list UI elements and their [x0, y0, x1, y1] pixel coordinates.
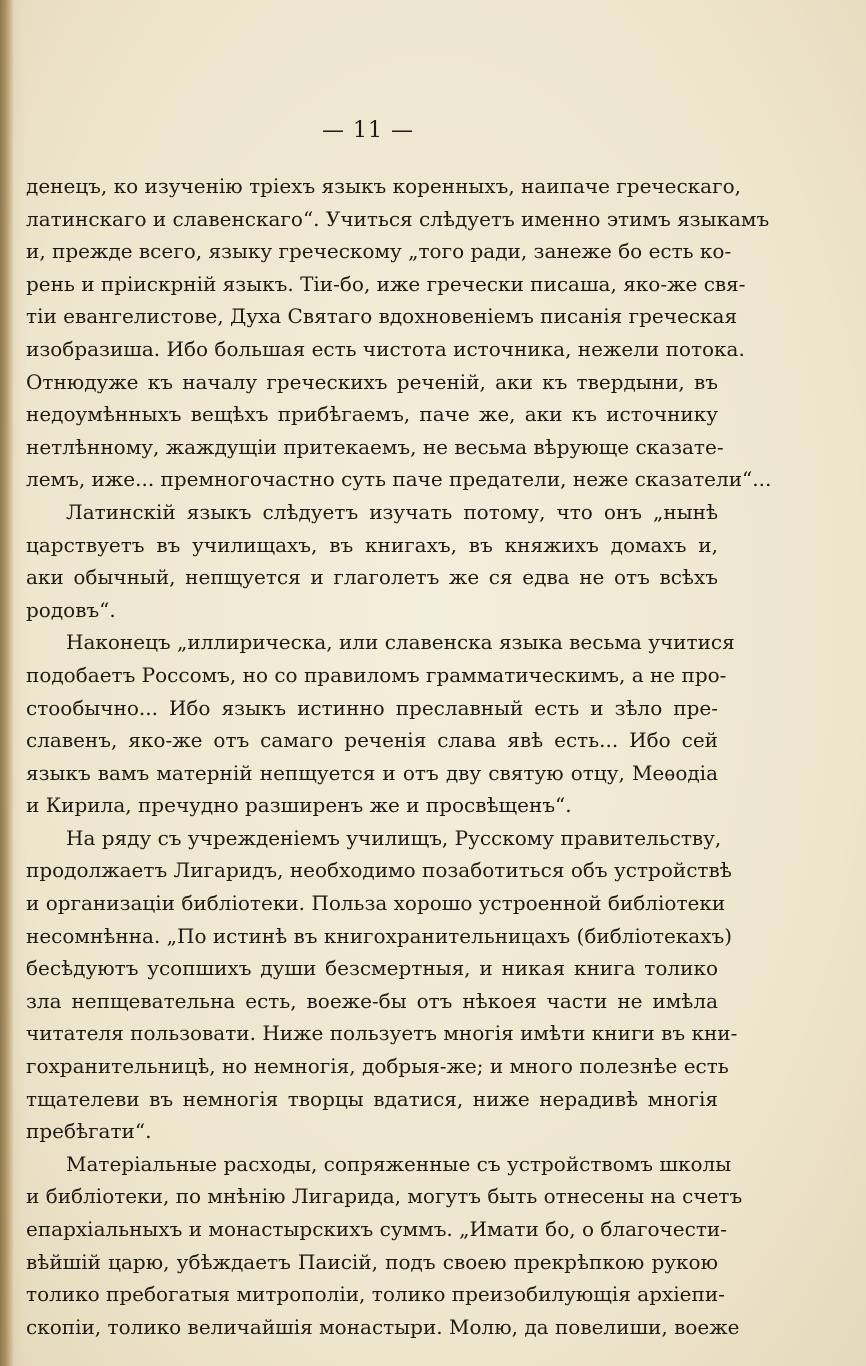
- body-text: [26, 170, 772, 1343]
- text-line: зла непщевательна есть, воеже-бы отъ нѣкоея части не имѣла: [26, 988, 718, 1013]
- text-line: денецъ, ко изученію тріехъ языкъ коренныхъ, наипаче греческаго,: [26, 174, 741, 198]
- paragraph: [26, 170, 772, 496]
- text-line: тіи евангелистове, Духа Святаго вдохновеніемъ писанія греческая: [26, 304, 738, 329]
- text-line: рень и пріискрній языкъ. Тіи-бо, иже гречески писаша, яко-же свя-: [26, 271, 746, 296]
- text-line: языкъ вамъ матерній непщуется и отъ дву святую отцу, Меѳодіа: [26, 760, 718, 785]
- text-line: подобаетъ Россомъ, но со правиломъ грамматическимъ, а не про-: [26, 662, 727, 687]
- text-line: родовъ“.: [26, 597, 116, 622]
- paragraph: [26, 496, 718, 626]
- text-line: пребѣгати“.: [26, 1119, 152, 1144]
- text-line: нетлѣнному, жаждущіи притекаемъ, не весьма вѣрующе сказате-: [26, 434, 724, 459]
- text-line: недоумѣнныхъ вещѣхъ прибѣгаемъ, паче же, аки къ источнику: [26, 402, 718, 427]
- text-line: изобразиша. Ибо большая есть чистота источника, нежели потока.: [26, 336, 745, 361]
- paragraph: [26, 822, 738, 1148]
- text-line: и, прежде всего, языку греческому „того ради, занеже бо есть ко-: [26, 239, 732, 264]
- page-number: — 11 —: [322, 118, 414, 143]
- text-line: царствуетъ въ училищахъ, въ книгахъ, въ княжихъ домахъ и,: [26, 532, 718, 557]
- text-line: и организаціи библіотеки. Польза хорошо устроенной библіотеки: [26, 891, 726, 916]
- text-line: Латинскій языкъ слѣдуетъ изучать потому, что онъ „нынѣ: [66, 499, 718, 524]
- text-line: Наконецъ „иллирическа, или славенска языка весьма учитися: [66, 630, 735, 655]
- text-line: гохранительницѣ, но немногія, добрыя-же; и много полезнѣе есть: [26, 1054, 729, 1079]
- text-line: стообычно... Ибо языкъ истинно преславный есть и зѣло пре-: [26, 695, 718, 720]
- text-line: читателя пользовати. Ниже пользуетъ многія имѣти книги въ кни-: [26, 1021, 738, 1046]
- text-line: Отнюдуже къ началу греческихъ реченій, аки къ твердыни, въ: [26, 369, 718, 394]
- text-line: бесѣдуютъ усопшихъ души безсмертныя, и никая книга толико: [26, 956, 718, 981]
- paragraph: [26, 1148, 743, 1344]
- text-line: тщателеви въ немногія творцы вдатися, ниже нерадивѣ многія: [26, 1086, 718, 1111]
- text-line: латинскаго и славенскаго“. Учиться слѣдуетъ именно этимъ языкамъ: [26, 206, 770, 231]
- text-line: аки обычный, непщуется и глаголетъ же ся едва не отъ всѣхъ: [26, 565, 718, 590]
- text-line: славенъ, яко-же отъ самаго реченія слава явѣ есть... Ибо сей: [26, 728, 718, 753]
- text-line: продолжаетъ Лигаридъ, необходимо позаботиться объ устройствѣ: [26, 858, 732, 883]
- paragraph: [26, 626, 735, 822]
- text-line: лемъ, иже... премногочастно суть паче предатели, неже сказатели“...: [26, 467, 772, 492]
- text-line: несомнѣнна. „По истинѣ въ книгохранительницахъ (библіотекахъ): [26, 923, 733, 948]
- text-line: и библіотеки, по мнѣнію Лигарида, могутъ быть отнесены на счетъ: [26, 1184, 743, 1209]
- page-binding-edge: [0, 0, 14, 1366]
- text-line: и Кирила, пречудно разширенъ же и просвѣщенъ“.: [26, 793, 572, 818]
- text-line: Матеріальные расходы, сопряженные съ устройствомъ школы: [66, 1151, 732, 1176]
- text-line: На ряду съ учрежденіемъ училищъ, Русскому правительству,: [66, 825, 722, 850]
- text-line: вѣйшій царю, убѣждаетъ Паисій, подъ своею прекрѣпкою рукою: [26, 1249, 718, 1274]
- text-line: епархіальныхъ и монастырскихъ суммъ. „Имати бо, о благочести-: [26, 1217, 727, 1241]
- text-line: скопіи, толико величайшія монастыри. Молю, да повелиши, воеже: [26, 1314, 740, 1339]
- text-line: толико пребогатыя митрополіи, толико преизобилующія архіепи-: [26, 1282, 725, 1307]
